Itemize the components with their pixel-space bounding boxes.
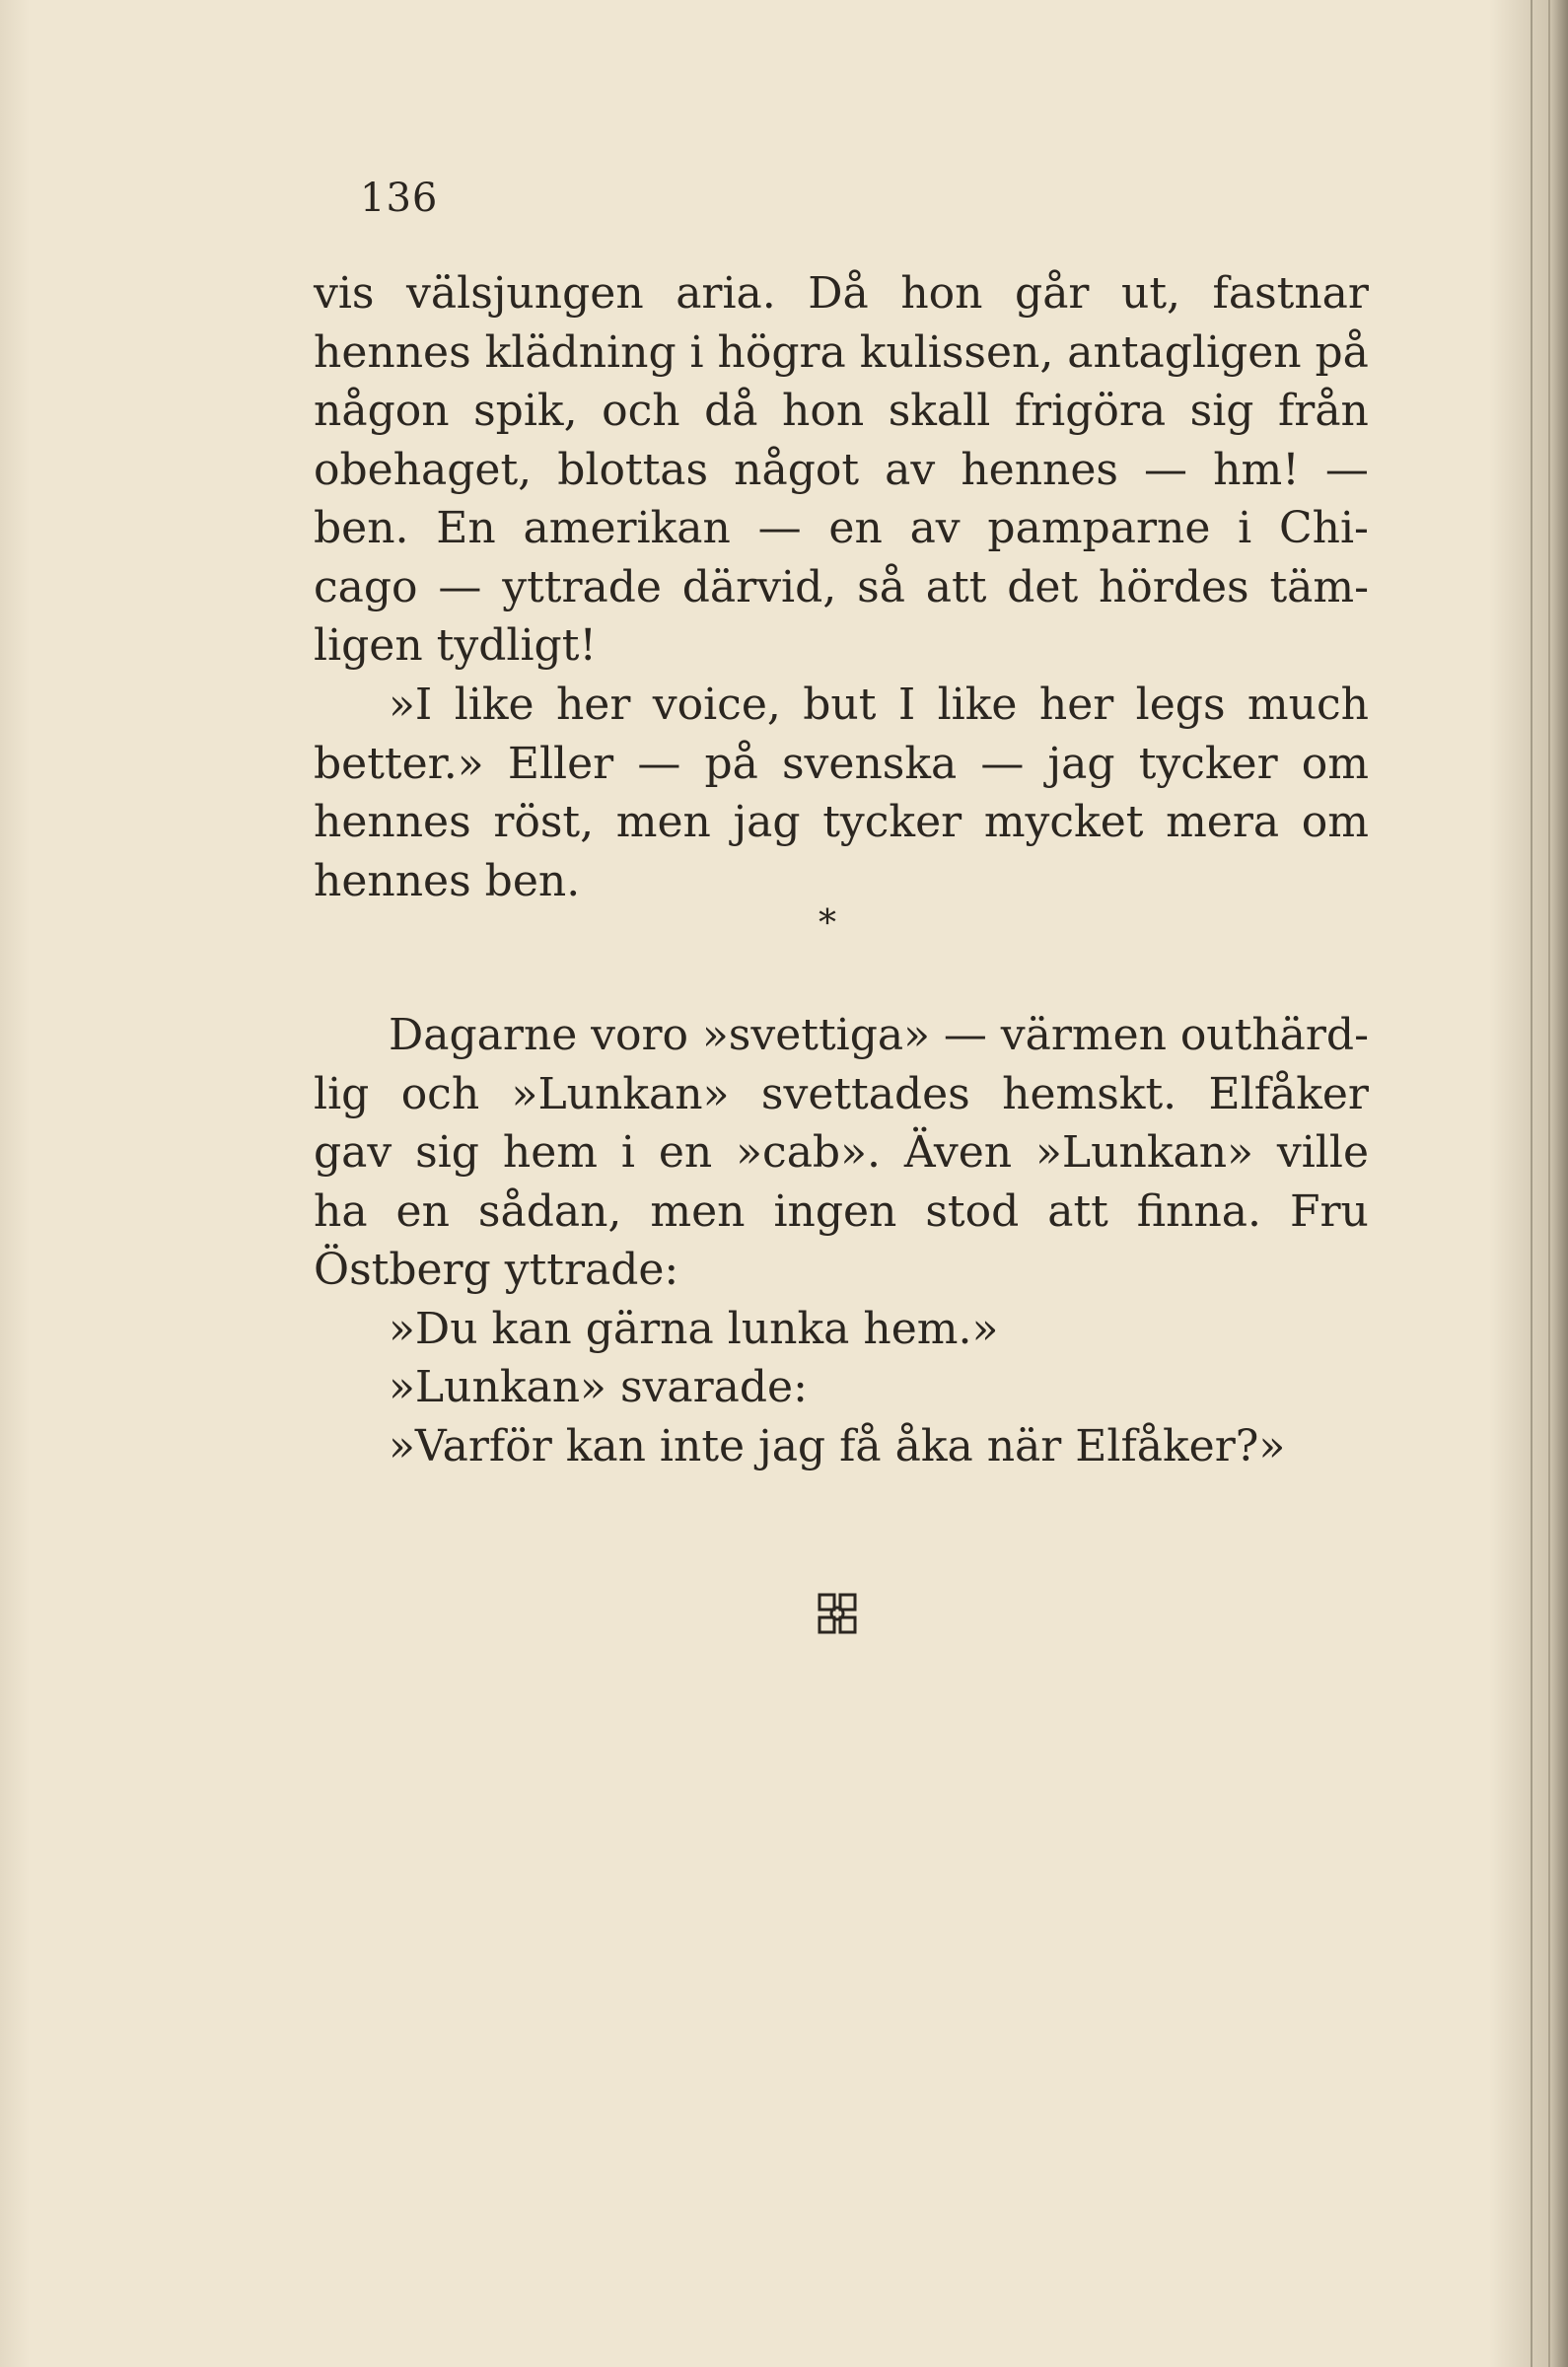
word: men	[615, 797, 711, 847]
word: om	[1301, 797, 1369, 847]
word: röst,	[493, 797, 595, 847]
word: i	[689, 326, 704, 378]
word: hem	[502, 1127, 598, 1178]
word: —	[438, 561, 482, 612]
word: »svettiga»	[701, 1010, 931, 1060]
word: »Lunkan»	[511, 1068, 730, 1119]
text-line	[314, 558, 1369, 617]
text-line: hennes ben.	[314, 855, 581, 906]
word: ingen	[773, 1185, 897, 1237]
text-line	[314, 1123, 1369, 1183]
word: »I	[389, 680, 433, 730]
word: på	[1315, 326, 1369, 378]
dialogue-line: »Varför kan inte jag få åka när Elfåker?»	[389, 1420, 1286, 1471]
word: pamparne	[987, 503, 1211, 553]
word: en	[658, 1127, 713, 1178]
word: så	[857, 561, 905, 612]
word: hennes	[314, 797, 471, 847]
word: tycker	[822, 797, 962, 847]
word: hon	[782, 386, 865, 436]
section-separator: *	[819, 903, 836, 944]
page-number: 136	[360, 176, 439, 221]
word: spik,	[473, 386, 578, 436]
page-edge-line	[1531, 0, 1532, 2367]
word: på	[704, 738, 758, 789]
word: Eller	[507, 738, 614, 789]
word: värmen	[1000, 1010, 1167, 1060]
text-line	[314, 441, 1369, 500]
word: fastnar	[1212, 268, 1369, 319]
word: tycker	[1138, 738, 1278, 789]
word: klädning	[484, 326, 677, 378]
word: välsjungen	[406, 268, 644, 319]
word: hennes	[961, 444, 1118, 495]
word: but	[803, 680, 877, 730]
word: går	[1015, 268, 1090, 319]
word: Elfåker	[1208, 1068, 1369, 1119]
word: svettades	[760, 1068, 970, 1119]
text-line: Östberg yttrade:	[314, 1245, 679, 1295]
text-line	[314, 264, 1369, 323]
word: jag	[733, 797, 801, 847]
word: legs	[1135, 680, 1226, 730]
word: någon	[314, 386, 450, 436]
word: Chi-	[1278, 503, 1369, 553]
word: sådan,	[477, 1185, 622, 1237]
word: sig	[1189, 386, 1254, 436]
word: voice,	[652, 680, 781, 730]
word: då	[704, 386, 758, 436]
word: skall	[888, 386, 991, 436]
word: av	[885, 444, 936, 495]
word: voro	[591, 1010, 689, 1060]
word: cago	[314, 561, 418, 612]
word: och	[400, 1068, 480, 1119]
word: blottas	[557, 444, 709, 495]
word: like	[454, 680, 535, 730]
text-line	[314, 382, 1369, 441]
word: I	[897, 680, 916, 730]
word: amerikan	[523, 503, 731, 553]
word: like	[937, 680, 1018, 730]
page-edge-line	[1548, 0, 1550, 2367]
word: her	[1038, 680, 1114, 730]
word: hm!	[1213, 444, 1300, 495]
word: ben.	[314, 503, 409, 553]
word: mera	[1166, 797, 1280, 847]
text-line	[314, 793, 1369, 852]
word: yttrade	[502, 561, 662, 612]
word: i	[1238, 503, 1252, 553]
word: obehaget,	[314, 444, 533, 495]
paragraph-1	[314, 264, 1369, 676]
word: —	[1324, 444, 1369, 495]
word: —	[757, 503, 802, 553]
text-line	[314, 499, 1369, 558]
word: ville	[1276, 1127, 1369, 1178]
word: »cab».	[736, 1127, 881, 1178]
word: Dagarne	[389, 1010, 578, 1060]
word: därvid,	[681, 561, 837, 612]
text-line	[314, 1065, 1369, 1124]
word: stod	[925, 1185, 1020, 1237]
word: —	[980, 738, 1025, 789]
word: finna.	[1136, 1185, 1262, 1237]
word: sig	[415, 1127, 479, 1178]
word: jag	[1047, 738, 1115, 789]
text-line	[314, 323, 1369, 383]
dialogue-line: »Du kan gärna lunka hem.»	[389, 1303, 999, 1354]
printer-ornament-icon	[817, 1592, 858, 1635]
word: en	[828, 503, 883, 553]
word: en	[395, 1185, 450, 1237]
word: kulissen,	[859, 326, 1054, 378]
word: vis	[314, 268, 375, 319]
paragraph-3	[314, 1006, 1369, 1475]
word: aria.	[676, 268, 776, 319]
word: gav	[314, 1127, 392, 1178]
word: Även	[903, 1127, 1013, 1178]
word: att	[925, 561, 987, 612]
text-line	[314, 735, 1369, 794]
word: Då	[808, 268, 869, 319]
word: täm-	[1269, 561, 1369, 612]
word: antagligen	[1067, 326, 1302, 378]
word: svenska	[781, 738, 958, 789]
word: i	[620, 1127, 635, 1178]
word: hemskt.	[1002, 1068, 1177, 1119]
paragraph-2	[314, 676, 1369, 910]
word: och	[602, 386, 680, 436]
word: —	[943, 1010, 987, 1060]
word: något	[734, 444, 860, 495]
word: ha	[314, 1185, 368, 1237]
word: att	[1047, 1185, 1108, 1237]
word: det	[1007, 561, 1079, 612]
text-line	[314, 1183, 1369, 1242]
word: om	[1301, 738, 1369, 789]
word: —	[637, 738, 681, 789]
word: hördes	[1098, 561, 1249, 612]
word: högra	[717, 326, 846, 378]
word: mycket	[983, 797, 1144, 847]
word: her	[555, 680, 631, 730]
word: från	[1278, 386, 1369, 436]
word: much	[1247, 680, 1369, 730]
word: —	[1144, 444, 1188, 495]
dialogue-line: »Lunkan» svarade:	[389, 1362, 808, 1412]
word: av	[909, 503, 961, 553]
word: outhärd-	[1179, 1010, 1369, 1060]
text-line	[314, 1006, 1369, 1065]
word: Fru	[1289, 1185, 1369, 1237]
word: better.»	[314, 738, 484, 789]
text-line	[314, 676, 1369, 735]
word: hon	[900, 268, 983, 319]
word: En	[436, 503, 496, 553]
word: ut,	[1121, 268, 1181, 319]
word: »Lunkan»	[1035, 1127, 1253, 1178]
text-line: ligen tydligt!	[314, 620, 598, 671]
word: frigöra	[1014, 386, 1167, 436]
word: hennes	[314, 326, 471, 378]
word: lig	[314, 1068, 370, 1119]
word: men	[650, 1185, 746, 1237]
